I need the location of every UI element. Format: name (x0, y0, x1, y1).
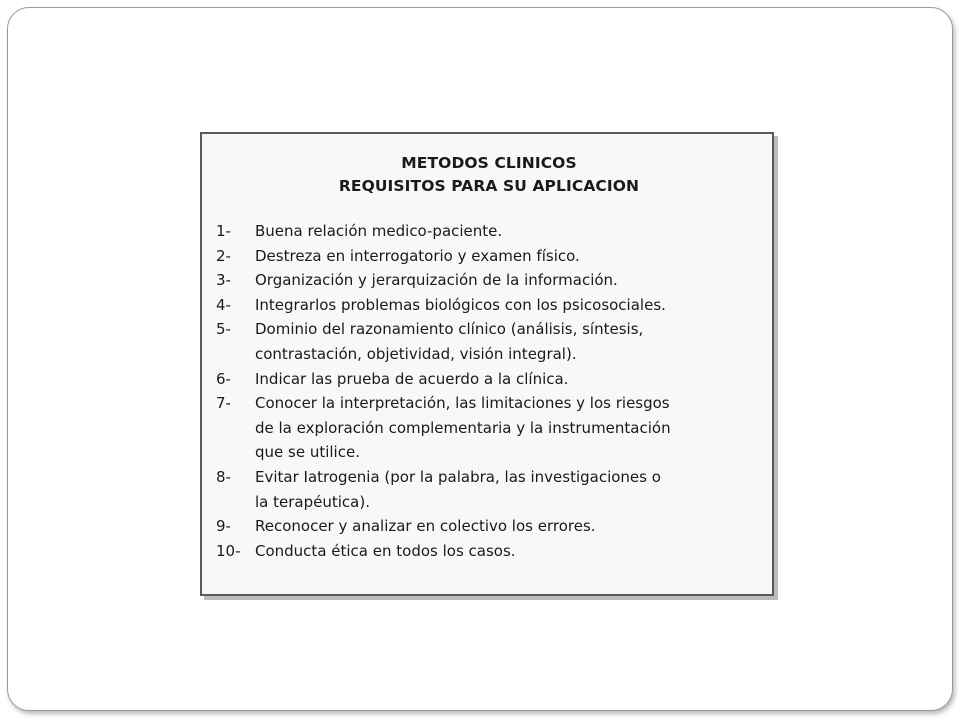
item-text: Integrarlos problemas biológicos con los psicosociales. (255, 295, 666, 314)
list-item (216, 293, 762, 318)
item-text: Buena relación medico-paciente. (255, 222, 503, 240)
item-number: 1- (216, 222, 231, 240)
title-line-1: METODOS CLINICOS (401, 154, 577, 172)
list-item (216, 268, 762, 293)
item-text: Conducta ética en todos los casos. (255, 541, 516, 560)
item-number: 10- (216, 541, 241, 560)
item-text: Destreza en interrogatorio y examen físico. (255, 246, 580, 265)
requirements-list (216, 219, 762, 563)
item-text: Evitar Iatrogenia (por la palabra, las investigaciones o la terapéutica). (255, 467, 661, 511)
item-text: Dominio del razonamiento clínico (análisis, síntesis, contrastación, objetividad, visión integral). (255, 320, 644, 363)
list-item (216, 539, 762, 564)
list-item (216, 391, 762, 465)
item-number: 5- (216, 320, 231, 339)
item-number: 3- (216, 271, 231, 290)
list-item (216, 244, 762, 269)
document-box (200, 132, 774, 596)
item-number: 9- (216, 517, 231, 536)
item-number: 8- (216, 467, 231, 486)
document-title (216, 152, 762, 198)
list-item (216, 219, 762, 244)
item-number: 7- (216, 394, 231, 413)
list-item (216, 317, 762, 366)
item-text: Organización y jerarquización de la información. (255, 271, 618, 290)
item-number: 4- (216, 295, 231, 314)
item-number: 6- (216, 369, 231, 388)
list-item (216, 514, 762, 539)
item-number: 2- (216, 246, 231, 265)
item-text: Indicar las prueba de acuerdo a la clínica. (255, 369, 569, 388)
list-item (216, 367, 762, 392)
title-line-2: REQUISITOS PARA SU APLICACION (338, 177, 640, 195)
item-text: Conocer la interpretación, las limitaciones y los riesgos de la exploración complementaria y la instrumentación que se utilice. (255, 394, 671, 462)
list-item (216, 465, 762, 514)
item-text: Reconocer y analizar en colectivo los errores. (255, 517, 596, 536)
